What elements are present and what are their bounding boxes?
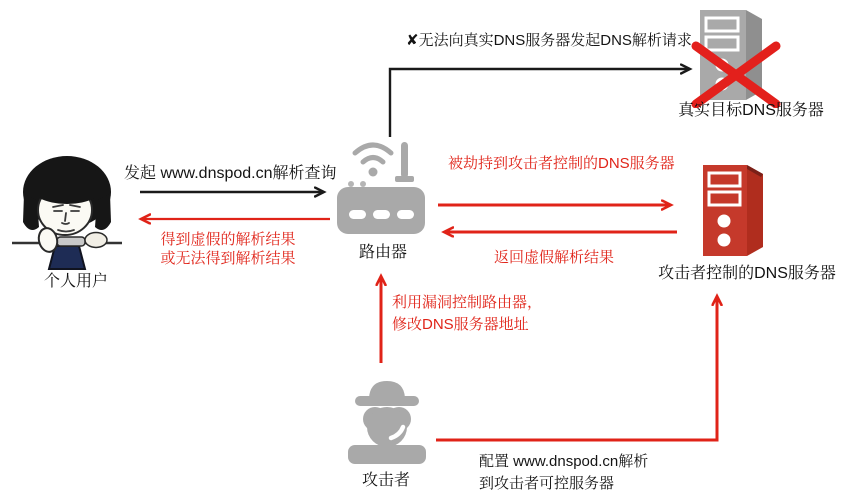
attacker-dns-server-label: 攻击者控制的DNS服务器 <box>658 265 836 282</box>
antenna-icon <box>395 142 414 182</box>
configure-line2: 到攻击者可控服务器 <box>479 475 615 492</box>
user-icon <box>10 150 125 270</box>
user-svg-icon <box>10 150 125 270</box>
query-annotation: 发起 www.dnspod.cn解析查询 <box>124 165 337 182</box>
exploit-line2: 修改DNS服务器地址 <box>392 316 529 333</box>
hijacked-annotation: 被劫持到攻击者控制的DNS服务器 <box>448 155 675 172</box>
edge-router-to-real-dns <box>390 69 690 137</box>
exploit-annotation <box>392 292 542 336</box>
fake-result-line1: 得到虚假的解析结果 <box>160 231 296 248</box>
real-dns-server-label: 真实目标DNS服务器 <box>678 102 824 119</box>
attacker-dns-server-icon <box>697 163 769 257</box>
blocked-request-annotation: ✘无法向真实DNS服务器发起DNS解析请求 <box>406 32 692 49</box>
return-fake-annotation: 返回虚假解析结果 <box>494 249 615 266</box>
server-red-icon <box>697 163 769 257</box>
user-label: 个人用户 <box>43 273 108 290</box>
configure-annotation <box>479 451 648 495</box>
spy-svg-icon <box>342 378 432 464</box>
fake-result-annotation <box>150 230 306 268</box>
router-icon <box>337 132 427 234</box>
wifi-icon <box>355 145 391 177</box>
server-crossed-icon <box>690 8 782 108</box>
exploit-line1: 利用漏洞控制路由器， <box>392 294 543 311</box>
router-svg-icon <box>337 132 427 234</box>
attacker-icon <box>342 378 432 464</box>
router-label: 路由器 <box>358 244 407 261</box>
real-dns-server-icon <box>690 8 782 108</box>
attacker-label: 攻击者 <box>361 472 410 489</box>
fake-result-line2: 或无法得到解析结果 <box>160 250 296 267</box>
configure-line1: 配置 www.dnspod.cn解析 <box>479 453 649 470</box>
